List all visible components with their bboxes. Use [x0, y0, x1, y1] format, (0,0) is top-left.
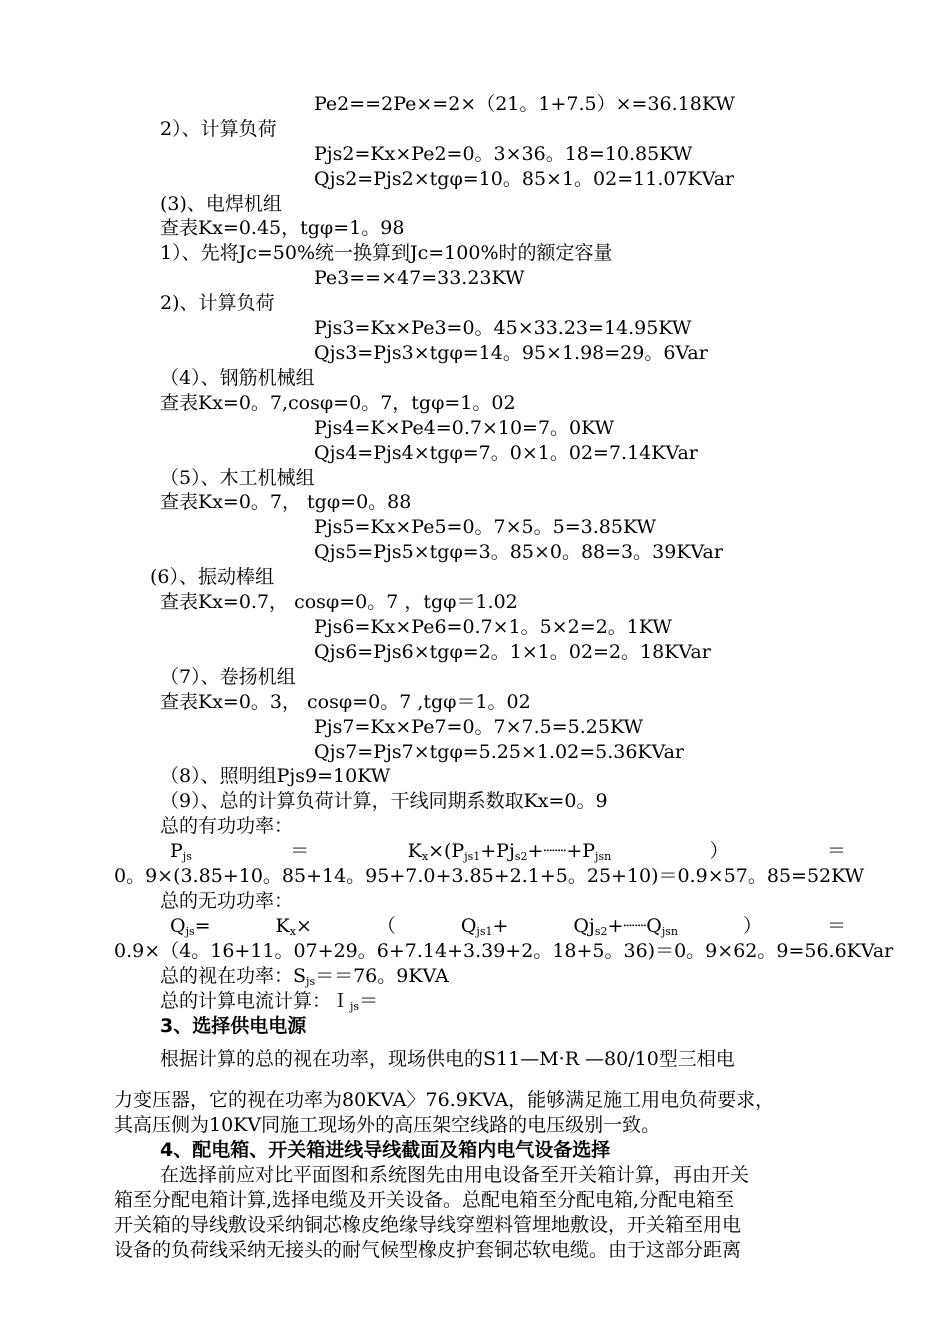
text-line: (6）、振动棒组 — [150, 566, 275, 588]
text-line: 查表Kx=0。7， tgφ=0。88 — [160, 491, 412, 513]
formula-term: $K_x\times(P_{js1}+Pj_{s2}+┈┈+P_{jsn}$ — [407, 840, 612, 863]
formula-term: $Qj_{s2}+┈┈Q_{jsn}$ — [573, 915, 678, 938]
text-line: 1）、先将Jc=50%统一换算到Jc=100%时的额定容量 — [160, 242, 613, 264]
formula-equals: ＝ — [826, 915, 846, 937]
formula-equals: ＝ — [826, 840, 846, 862]
formula-paren: （ — [376, 915, 396, 937]
text-line: 2）、计算负荷 — [160, 118, 277, 140]
paragraph-line: 其高压侧为10KV同施工现场外的高压架空线路的电压级别一致。 — [114, 1114, 661, 1136]
paragraph-line: 设备的负荷线采纳无接头的耐气候型橡皮护套铜芯软电缆。由于这部分距离 — [114, 1239, 742, 1261]
paragraph-line: 在选择前应对比平面图和系统图先由用电设备至开关箱计算，再由开关 — [160, 1164, 750, 1186]
text-line: Qjs5=Pjs5×tgφ=3。85×0。88=3。39KVar — [314, 541, 723, 563]
text-line: （5）、木工机械组 — [160, 467, 315, 489]
formula-equals: ＝ — [290, 840, 310, 862]
text-line: Qjs6=Pjs6×tgφ=2。1×1。02=2。18KVar — [314, 641, 711, 663]
text-line: Qjs2=Pjs2×tgφ=10。85×1。02=11.07KVar — [314, 168, 735, 190]
text-line: （7）、卷扬机组 — [160, 666, 296, 688]
paragraph-line: 箱至分配电箱计算,选择电缆及开关设备。总配电箱至分配电箱,分配电箱至 — [114, 1189, 735, 1211]
text-line: Pjs7=Kx×Pe7=0。7×7.5=5.25KW — [314, 716, 644, 738]
text-line: Pe2==2Pe×=2×（21。1+7.5）×=36.18KW — [314, 93, 735, 115]
formula-paren: ） — [742, 915, 762, 937]
formula-term: $Q_{js}=$ — [170, 915, 211, 938]
text-line: 总的视在功率：$S_{js}==76$。9KVA — [160, 965, 449, 988]
text-line: Qjs7=Pjs7×tgφ=5.25×1.02=5.36KVar — [314, 741, 685, 763]
section-heading: 3、选择供电电源 — [160, 1015, 307, 1037]
formula-paren: ） — [709, 840, 729, 862]
text-line: 0.9×（4。16+11。07+29。6+7.14+3.39+2。18+5。36)＝0。9×62。9=56.6KVar — [114, 940, 894, 962]
text-line: (3)、电焊机组 — [160, 193, 282, 215]
text-line: Qjs3=Pjs3×tgφ=14。95×1.98=29。6Var — [314, 342, 708, 364]
text-line: 总的有功功率： — [160, 815, 294, 837]
text-line: Pjs5=Kx×Pe5=0。7×5。5=3.85KW — [314, 516, 656, 538]
text-line: 总的计算电流计算：Ｉ$_{js}$＝ — [160, 990, 379, 1013]
text-line: 查表Kx=0.7， cosφ=0。7 ，tgφ＝1.02 — [160, 591, 518, 613]
text-line: Pjs2=Kx×Pe2=0。3×36。18=10.85KW — [314, 143, 693, 165]
text-line: （8）、照明组Pjs9=10KW — [160, 765, 391, 787]
text-line: Qjs4=Pjs4×tgφ=7。0×1。02=7.14KVar — [314, 442, 698, 464]
formula-term: $Q_{js1}+$ — [460, 915, 509, 938]
text-line: Pe3==×47=33.23KW — [314, 267, 525, 289]
formula-term: $K_x\times$ — [275, 915, 312, 938]
text-line: Pjs4=K×Pe4=0.7×10=7。0KW — [314, 417, 615, 439]
formula-term: $P_{js}$ — [170, 840, 192, 863]
paragraph-line: 力变压器，它的视在功率为80KVA〉76.9KVA，能够满足施工用电负荷要求， — [114, 1089, 775, 1111]
text-line: 查表Kx=0。7,cosφ=0。7，tgφ=1。02 — [160, 392, 516, 414]
text-line: Pjs6=Kx×Pe6=0.7×1。5×2=2。1KW — [314, 616, 672, 638]
paragraph-line: 根据计算的总的视在功率，现场供电的S11—M·R —80/10型三相电 — [160, 1048, 735, 1070]
text-line: 总的无功功率： — [160, 890, 294, 912]
text-line: 查表Kx=0.45，tgφ=1。98 — [160, 217, 405, 239]
text-line: （9）、总的计算负荷计算，干线同期系数取Kx=0。9 — [160, 790, 608, 812]
text-line: （4）、钢筋机械组 — [160, 367, 315, 389]
text-line: 查表Kx=0。3， cosφ=0。7 ,tgφ＝1。02 — [160, 691, 531, 713]
section-heading: 4、配电箱、开关箱进线导线截面及箱内电气设备选择 — [160, 1139, 611, 1161]
text-line: 2)、计算负荷 — [160, 292, 275, 314]
text-line: Pjs3=Kx×Pe3=0。45×33.23=14.95KW — [314, 317, 692, 339]
text-line: 0。9×(3.85+10。85+14。95+7.0+3.85+2.1+5。25+10)＝0.9×57。85=52KW — [114, 865, 865, 887]
paragraph-line: 开关箱的导线敷设采纳铜芯橡皮绝缘导线穿塑料管埋地敷设，开关箱至用电 — [114, 1214, 742, 1236]
